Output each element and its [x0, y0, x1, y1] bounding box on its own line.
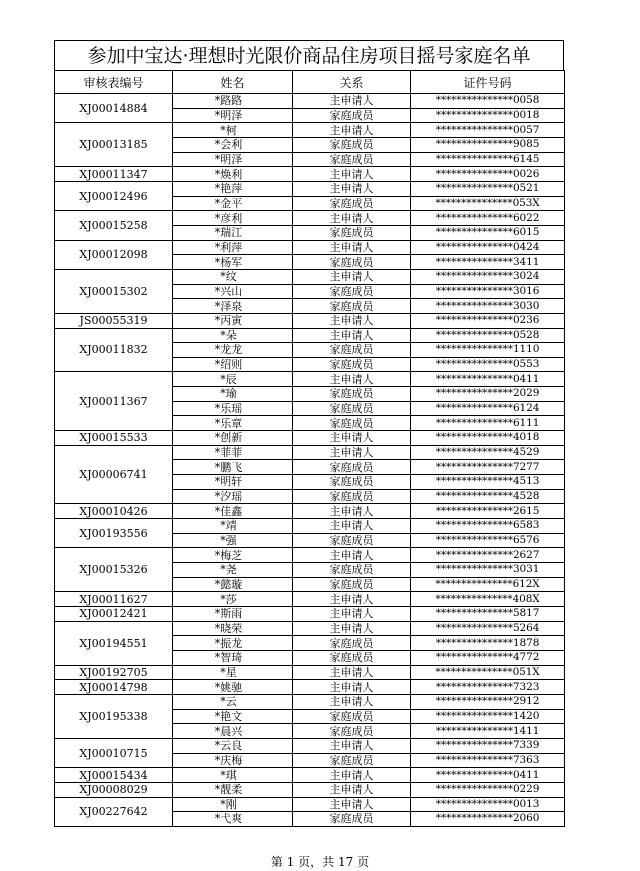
relation-cell: 主申请人	[293, 665, 411, 680]
id-number-cell: ***************3024	[411, 269, 565, 284]
table-row	[55, 431, 565, 446]
relation-cell: 主申请人	[293, 606, 411, 621]
id-number-cell: ***************3030	[411, 299, 565, 314]
table-row	[55, 592, 565, 607]
review-id-cell: XJ00010426	[55, 504, 173, 519]
id-number-cell: ***************6022	[411, 211, 565, 226]
review-id-cell: XJ00012496	[55, 181, 173, 210]
review-id-cell: XJ00015302	[55, 269, 173, 313]
relation-cell: 主申请人	[293, 738, 411, 753]
relation-cell: 主申请人	[293, 431, 411, 446]
review-id-cell: XJ00015258	[55, 211, 173, 240]
id-number-cell: ***************612X	[411, 577, 565, 592]
table-header-row	[55, 71, 565, 94]
name-cell: *焕利	[173, 167, 293, 182]
relation-cell: 主申请人	[293, 372, 411, 387]
name-cell: *艳萍	[173, 181, 293, 196]
name-cell: *金平	[173, 196, 293, 211]
document-title: 参加中宝达·理想时光限价商品住房项目摇号家庭名单	[54, 40, 564, 70]
id-number-cell: ***************4513	[411, 475, 565, 490]
relation-cell: 家庭成员	[293, 255, 411, 270]
table-body	[55, 94, 565, 827]
relation-cell: 主申请人	[293, 782, 411, 797]
table-row	[55, 504, 565, 519]
relation-cell: 主申请人	[293, 768, 411, 783]
review-id-cell: XJ00011367	[55, 372, 173, 431]
id-number-cell: ***************2060	[411, 812, 565, 827]
id-number-cell: ***************6145	[411, 152, 565, 167]
relation-cell: 家庭成员	[293, 753, 411, 768]
name-cell: *尧	[173, 563, 293, 578]
review-id-cell: XJ00013185	[55, 123, 173, 167]
id-number-cell: ***************0013	[411, 797, 565, 812]
relation-cell: 家庭成员	[293, 533, 411, 548]
column-header-review-id: 审核表编号	[55, 71, 173, 94]
name-cell: *汐瑶	[173, 489, 293, 504]
name-cell: *瑞江	[173, 225, 293, 240]
relation-cell: 家庭成员	[293, 343, 411, 358]
id-number-cell: ***************0528	[411, 328, 565, 343]
name-cell: *鹏飞	[173, 460, 293, 475]
id-number-cell: ***************0236	[411, 313, 565, 328]
relation-cell: 主申请人	[293, 548, 411, 563]
relation-cell: 主申请人	[293, 621, 411, 636]
id-number-cell: ***************6015	[411, 225, 565, 240]
id-number-cell: ***************6111	[411, 416, 565, 431]
relation-cell: 家庭成员	[293, 636, 411, 651]
table-row	[55, 694, 565, 709]
relation-cell: 家庭成员	[293, 284, 411, 299]
table-row	[55, 768, 565, 783]
name-cell: *强	[173, 533, 293, 548]
table-row	[55, 328, 565, 343]
name-cell: *创新	[173, 431, 293, 446]
relation-cell: 家庭成员	[293, 401, 411, 416]
relation-cell: 主申请人	[293, 123, 411, 138]
name-cell: *云良	[173, 738, 293, 753]
table-row	[55, 181, 565, 196]
relation-cell: 主申请人	[293, 797, 411, 812]
table-row	[55, 94, 565, 109]
name-cell: *乐瑶	[173, 401, 293, 416]
relation-cell: 家庭成员	[293, 812, 411, 827]
table-row	[55, 211, 565, 226]
table-row	[55, 606, 565, 621]
id-number-cell: ***************4772	[411, 650, 565, 665]
relation-cell: 主申请人	[293, 211, 411, 226]
id-number-cell: ***************3031	[411, 563, 565, 578]
name-cell: *振龙	[173, 636, 293, 651]
name-cell: *丙寅	[173, 313, 293, 328]
review-id-cell: XJ00015326	[55, 548, 173, 592]
id-number-cell: ***************2029	[411, 387, 565, 402]
table-row	[55, 240, 565, 255]
id-number-cell: ***************0411	[411, 768, 565, 783]
name-cell: *龙龙	[173, 343, 293, 358]
id-number-cell: ***************4018	[411, 431, 565, 446]
table-row	[55, 680, 565, 695]
name-cell: *艳文	[173, 709, 293, 724]
relation-cell: 家庭成员	[293, 357, 411, 372]
table-row	[55, 313, 565, 328]
id-number-cell: ***************0411	[411, 372, 565, 387]
name-cell: *辰	[173, 372, 293, 387]
id-number-cell: ***************2627	[411, 548, 565, 563]
relation-cell: 主申请人	[293, 313, 411, 328]
id-number-cell: ***************2912	[411, 694, 565, 709]
relation-cell: 家庭成员	[293, 475, 411, 490]
name-cell: *斯雨	[173, 606, 293, 621]
name-cell: *云	[173, 694, 293, 709]
id-number-cell: ***************5817	[411, 606, 565, 621]
relation-cell: 主申请人	[293, 504, 411, 519]
name-cell: *瑜	[173, 387, 293, 402]
relation-cell: 家庭成员	[293, 563, 411, 578]
table-row	[55, 269, 565, 284]
name-cell: *智琦	[173, 650, 293, 665]
id-number-cell: ***************0521	[411, 181, 565, 196]
column-header-relation: 关系	[293, 71, 411, 94]
review-id-cell: XJ00012421	[55, 606, 173, 621]
review-id-cell: XJ00008029	[55, 782, 173, 797]
relation-cell: 主申请人	[293, 269, 411, 284]
id-number-cell: ***************1411	[411, 724, 565, 739]
id-number-cell: ***************0057	[411, 123, 565, 138]
id-number-cell: ***************3016	[411, 284, 565, 299]
table-row	[55, 797, 565, 812]
id-number-cell: ***************9085	[411, 137, 565, 152]
review-id-cell: XJ00011627	[55, 592, 173, 607]
table-row	[55, 519, 565, 534]
name-cell: *杨军	[173, 255, 293, 270]
relation-cell: 主申请人	[293, 680, 411, 695]
name-cell: *晓荣	[173, 621, 293, 636]
id-number-cell: ***************5264	[411, 621, 565, 636]
table-row	[55, 782, 565, 797]
review-id-cell: XJ00006741	[55, 445, 173, 504]
review-id-cell: JS00055319	[55, 313, 173, 328]
table-row	[55, 445, 565, 460]
id-number-cell: ***************6576	[411, 533, 565, 548]
id-number-cell: ***************408X	[411, 592, 565, 607]
name-cell: *弋爽	[173, 812, 293, 827]
name-cell: *明轩	[173, 475, 293, 490]
relation-cell: 家庭成员	[293, 225, 411, 240]
id-number-cell: ***************0424	[411, 240, 565, 255]
relation-cell: 家庭成员	[293, 152, 411, 167]
table-row	[55, 548, 565, 563]
relation-cell: 家庭成员	[293, 137, 411, 152]
id-number-cell: ***************4528	[411, 489, 565, 504]
relation-cell: 家庭成员	[293, 709, 411, 724]
review-id-cell: XJ00227642	[55, 797, 173, 826]
relation-cell: 家庭成员	[293, 650, 411, 665]
relation-cell: 主申请人	[293, 445, 411, 460]
relation-cell: 主申请人	[293, 181, 411, 196]
review-id-cell: XJ00011347	[55, 167, 173, 182]
id-number-cell: ***************1878	[411, 636, 565, 651]
name-cell: *柯	[173, 123, 293, 138]
name-cell: *靓柔	[173, 782, 293, 797]
page-footer: 第 1 页，共 17 页	[270, 855, 370, 869]
relation-cell: 家庭成员	[293, 489, 411, 504]
relation-cell: 家庭成员	[293, 299, 411, 314]
relation-cell: 主申请人	[293, 592, 411, 607]
id-number-cell: ***************0553	[411, 357, 565, 372]
relation-cell: 家庭成员	[293, 196, 411, 211]
table-row	[55, 621, 565, 636]
name-cell: *星	[173, 665, 293, 680]
table-row	[55, 123, 565, 138]
relation-cell: 主申请人	[293, 94, 411, 109]
name-cell: *路路	[173, 94, 293, 109]
review-id-cell: XJ00195338	[55, 694, 173, 738]
id-number-cell: ***************7277	[411, 460, 565, 475]
id-number-cell: ***************6583	[411, 519, 565, 534]
name-cell: *纹	[173, 269, 293, 284]
relation-cell: 主申请人	[293, 694, 411, 709]
column-header-id-number: 证件号码	[411, 71, 565, 94]
column-header-name: 姓名	[173, 71, 293, 94]
name-cell: *乐章	[173, 416, 293, 431]
name-cell: *朵	[173, 328, 293, 343]
id-number-cell: ***************7363	[411, 753, 565, 768]
relation-cell: 主申请人	[293, 167, 411, 182]
id-number-cell: ***************053X	[411, 196, 565, 211]
name-cell: *利萍	[173, 240, 293, 255]
review-id-cell: XJ00011832	[55, 328, 173, 372]
document-sheet	[54, 40, 564, 827]
relation-cell: 家庭成员	[293, 724, 411, 739]
relation-cell: 家庭成员	[293, 460, 411, 475]
review-id-cell: XJ00010715	[55, 738, 173, 767]
id-number-cell: ***************0018	[411, 108, 565, 123]
relation-cell: 家庭成员	[293, 108, 411, 123]
review-id-cell: XJ00012098	[55, 240, 173, 269]
id-number-cell: ***************3411	[411, 255, 565, 270]
name-cell: *绍则	[173, 357, 293, 372]
relation-cell: 家庭成员	[293, 387, 411, 402]
table-row	[55, 665, 565, 680]
id-number-cell: ***************1110	[411, 343, 565, 358]
table-row	[55, 372, 565, 387]
id-number-cell: ***************6124	[411, 401, 565, 416]
id-number-cell: ***************7339	[411, 738, 565, 753]
review-id-cell: XJ00014884	[55, 94, 173, 123]
name-cell: *泽泉	[173, 299, 293, 314]
relation-cell: 主申请人	[293, 519, 411, 534]
id-number-cell: ***************2615	[411, 504, 565, 519]
name-cell: *刚	[173, 797, 293, 812]
review-id-cell: XJ00015533	[55, 431, 173, 446]
name-cell: *莎	[173, 592, 293, 607]
review-id-cell: XJ00192705	[55, 665, 173, 680]
review-id-cell: XJ00015434	[55, 768, 173, 783]
name-cell: *懿璇	[173, 577, 293, 592]
id-number-cell: ***************0229	[411, 782, 565, 797]
name-cell: *彦利	[173, 211, 293, 226]
review-id-cell: XJ00193556	[55, 519, 173, 548]
review-id-cell: XJ00194551	[55, 621, 173, 665]
review-id-cell: XJ00014798	[55, 680, 173, 695]
id-number-cell: ***************4529	[411, 445, 565, 460]
id-number-cell: ***************7323	[411, 680, 565, 695]
id-number-cell: ***************0026	[411, 167, 565, 182]
relation-cell: 主申请人	[293, 240, 411, 255]
name-cell: *菲菲	[173, 445, 293, 460]
name-cell: *梅芝	[173, 548, 293, 563]
name-cell: *晨兴	[173, 724, 293, 739]
id-number-cell: ***************0058	[411, 94, 565, 109]
relation-cell: 主申请人	[293, 328, 411, 343]
relation-cell: 家庭成员	[293, 416, 411, 431]
table-row	[55, 167, 565, 182]
id-number-cell: ***************051X	[411, 665, 565, 680]
name-cell: *琪	[173, 768, 293, 783]
name-cell: *会利	[173, 137, 293, 152]
name-cell: *靖	[173, 519, 293, 534]
name-cell: *兴山	[173, 284, 293, 299]
family-list-table	[54, 70, 565, 827]
name-cell: *明泽	[173, 108, 293, 123]
relation-cell: 家庭成员	[293, 577, 411, 592]
id-number-cell: ***************1420	[411, 709, 565, 724]
name-cell: *佳鑫	[173, 504, 293, 519]
name-cell: *姚驰	[173, 680, 293, 695]
name-cell: *明泽	[173, 152, 293, 167]
table-row	[55, 738, 565, 753]
name-cell: *庆梅	[173, 753, 293, 768]
